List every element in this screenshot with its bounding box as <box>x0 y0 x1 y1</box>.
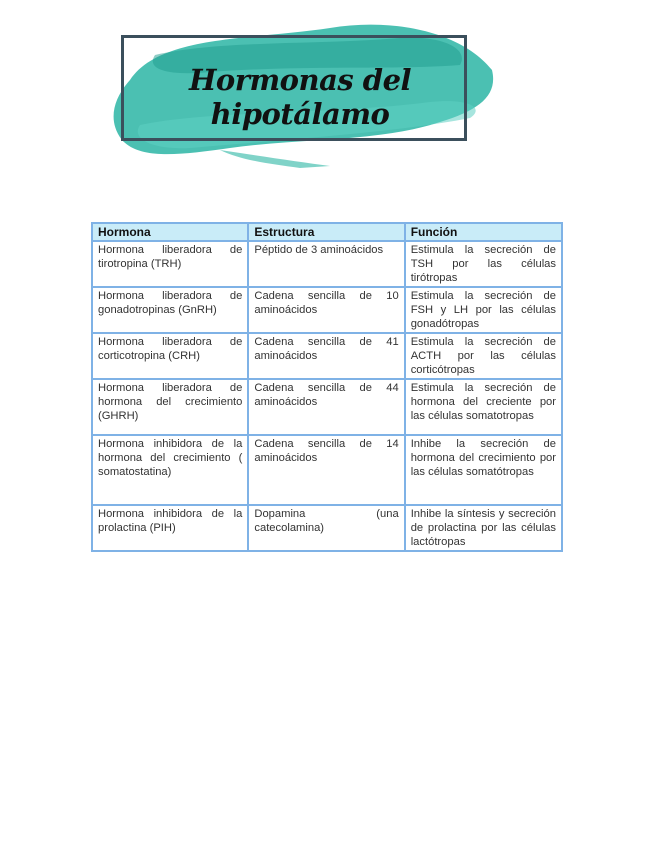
cell-funcion: Estimula la secreción de TSH por las células tirótropas <box>405 241 562 287</box>
table-row <box>92 505 562 551</box>
cell-estructura: Cadena sencilla de 14 aminoácidos <box>248 435 404 505</box>
cell-hormona: Hormona liberadora de gonadotropinas (GnRH) <box>92 287 248 333</box>
cell-estructura: Cadena sencilla de 10 aminoácidos <box>248 287 404 333</box>
cell-funcion: Inhibe la secreción de hormona del crecimiento por las células somatótropas <box>405 435 562 505</box>
cell-hormona: Hormona liberadora de hormona del crecimiento (GHRH) <box>92 379 248 435</box>
cell-estructura: Péptido de 3 aminoácidos <box>248 241 404 287</box>
column-header-funcion: Función <box>405 223 562 241</box>
cell-funcion: Inhibe la síntesis y secreción de prolactina por las células lactótropas <box>405 505 562 551</box>
table-row <box>92 241 562 287</box>
table-row <box>92 287 562 333</box>
cell-hormona: Hormona liberadora de tirotropina (TRH) <box>92 241 248 287</box>
table-row <box>92 333 562 379</box>
cell-funcion: Estimula la secreción de ACTH por las células corticótropas <box>405 333 562 379</box>
title-banner <box>100 10 500 170</box>
column-header-estructura: Estructura <box>248 223 404 241</box>
cell-hormona: Hormona inhibidora de la hormona del crecimiento ( somatostatina) <box>92 435 248 505</box>
cell-hormona: Hormona inhibidora de la prolactina (PIH) <box>92 505 248 551</box>
cell-estructura: Cadena sencilla de 44 aminoácidos <box>248 379 404 435</box>
column-header-hormona: Hormona <box>92 223 248 241</box>
hormone-table <box>91 222 563 552</box>
cell-hormona: Hormona liberadora de corticotropina (CRH) <box>92 333 248 379</box>
table-header-row <box>92 223 562 241</box>
table-row <box>92 379 562 435</box>
table-row <box>92 435 562 505</box>
cell-estructura: Cadena sencilla de 41 aminoácidos <box>248 333 404 379</box>
cell-estructura: Dopamina (una catecolamina) <box>248 505 404 551</box>
page-title: Hormonas del hipotálamo <box>188 63 412 131</box>
cell-funcion: Estimula la secreción de hormona del creciente por las células somatotropas <box>405 379 562 435</box>
cell-funcion: Estimula la secreción de FSH y LH por las células gonadótropas <box>405 287 562 333</box>
